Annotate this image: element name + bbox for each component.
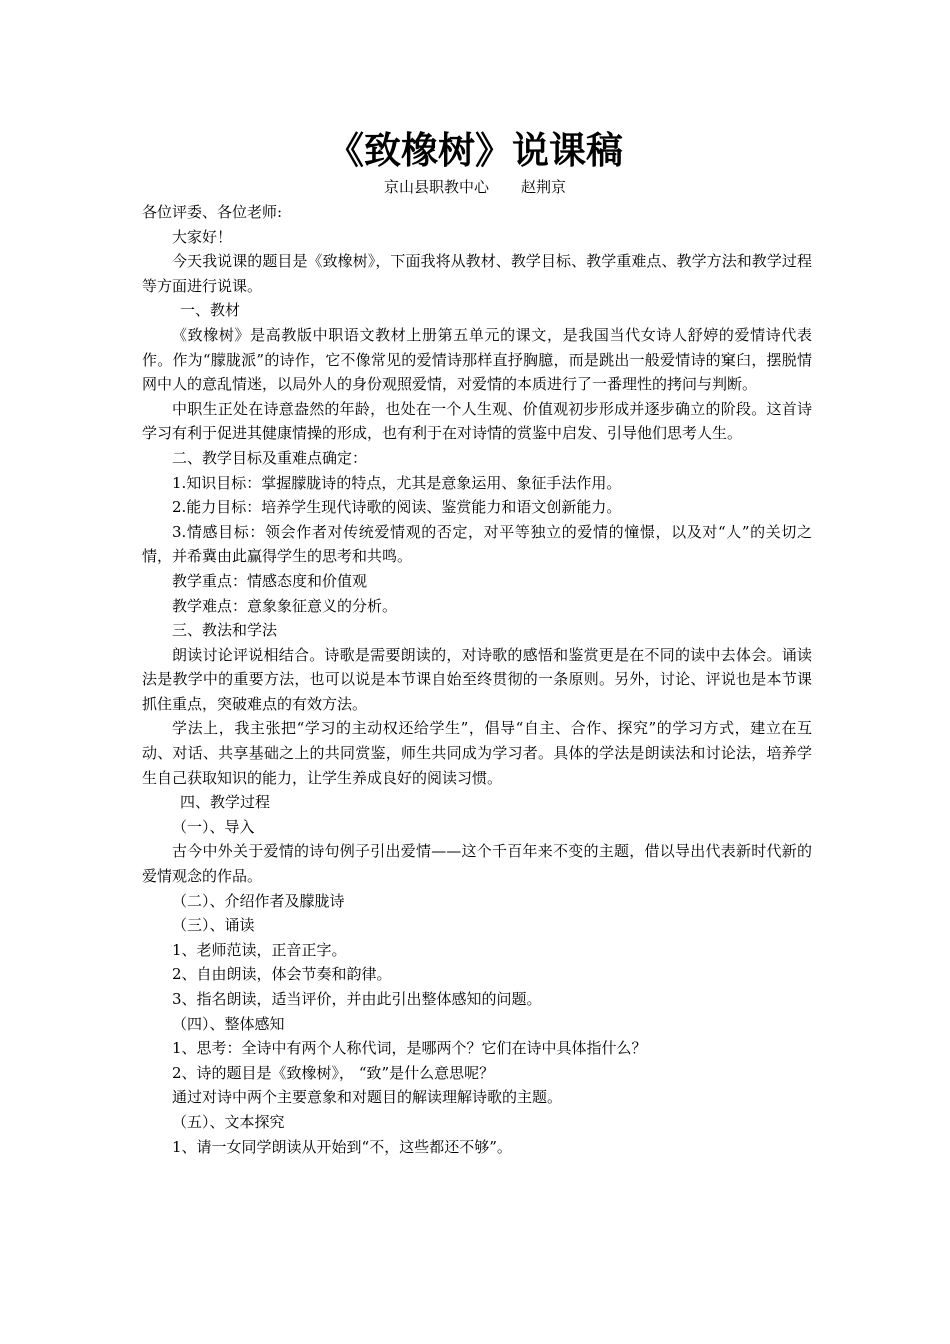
paragraph: 四、教学过程	[180, 793, 271, 812]
author-line	[0, 176, 950, 198]
paragraph: 1、请一女同学朗读从开始到“不，这些都还不够”。	[172, 1137, 512, 1156]
paragraph: 1.知识目标：掌握朦胧诗的特点，尤其是意象运用、象征手法作用。	[172, 473, 622, 492]
paragraph: 通过对诗中两个主要意象和对题目的解读理解诗歌的主题。	[172, 1088, 563, 1107]
paragraph: （四）、整体感知	[172, 1014, 285, 1033]
paragraph: 二、教学目标及重难点确定：	[172, 448, 368, 467]
paragraph: 2、自由朗读，体会节奏和韵律。	[172, 965, 392, 984]
paragraph: 1、思考：全诗中有两个人称代词，是哪两个？它们在诗中具体指什么？	[172, 1039, 647, 1058]
author-name: 赵荆京	[521, 178, 567, 196]
paragraph: 学法上，我主张把“学习的主动权还给学生”，倡导“自主、合作、探究”的学习方式，建立在互动、对话、共享基础之上的共同赏鉴，师生共同成为学习者。具体的学法是朗读法和讨论法，培养学生自己获取知识的能力，让学生养成良好的阅读习惯。	[142, 719, 812, 787]
paragraph: 一、教材	[180, 301, 241, 320]
paragraph: 教学重点：情感态度和价值观	[172, 571, 368, 590]
author-org: 京山县职教中心	[383, 178, 489, 196]
paragraph: 教学难点：意象象征意义的分析。	[172, 596, 398, 615]
paragraph: 三、教法和学法	[172, 621, 278, 640]
paragraph: 朗读讨论评说相结合。诗歌是需要朗读的，对诗歌的感悟和鉴赏更是在不同的读中去体会。诵读法是教学中的重要方法，也可以说是本节课自始至终贯彻的一条原则。另外，讨论、评说也是本节课抓住重点，突破难点的有效方法。	[142, 645, 812, 713]
paragraph: 《致橡树》是高教版中职语文教材上册第五单元的课文，是我国当代女诗人舒婷的爱情诗代表作。作为“朦胧派”的诗作，它不像常见的爱情诗那样直抒胸臆，而是跳出一般爱情诗的窠臼，摆脱情网中人的意乱情迷，以局外人的身份观照爱情，对爱情的本质进行了一番理性的拷问与判断。	[142, 325, 812, 394]
paragraph: （五）、文本探究	[172, 1112, 285, 1131]
paragraph: 大家好！	[172, 227, 233, 246]
paragraph: 3.情感目标：领会作者对传统爱情观的否定，对平等独立的爱情的憧憬，以及对“人”的关切之情，并希冀由此赢得学生的思考和共鸣。	[142, 522, 812, 566]
paragraph: 2、诗的题目是《致橡树》， “致”是什么意思呢？	[172, 1063, 495, 1082]
paragraph: 2.能力目标：培养学生现代诗歌的阅读、鉴赏能力和语文创新能力。	[172, 498, 622, 517]
paragraph: 1、老师范读，正音正字。	[172, 940, 347, 959]
paragraph: （一）、导入	[172, 817, 255, 836]
paragraph: 各位评委、各位老师:	[142, 203, 283, 221]
document-title: 《致橡树》说课稿	[327, 128, 623, 172]
paragraph: 古今中外关于爱情的诗句例子引出爱情——这个千百年来不变的主题，借以导出代表新时代新的爱情观念的作品。	[142, 842, 812, 886]
paragraph: （二）、介绍作者及朦胧诗	[172, 891, 345, 910]
paragraph: （三）、诵读	[172, 916, 255, 935]
paragraph: 中职生正处在诗意盎然的年龄，也处在一个人生观、价值观初步形成并逐步确立的阶段。这首诗学习有利于促进其健康情操的形成，也有利于在对诗情的赏鉴中启发、引导他们思考人生。	[142, 399, 812, 443]
document-body	[142, 200, 812, 1159]
paragraph: 今天我说课的题目是《致橡树》，下面我将从教材、教学目标、教学重难点、教学方法和教学过程等方面进行说课。	[142, 252, 812, 295]
paragraph: 3、指名朗读，适当评价，并由此引出整体感知的问题。	[172, 990, 542, 1008]
